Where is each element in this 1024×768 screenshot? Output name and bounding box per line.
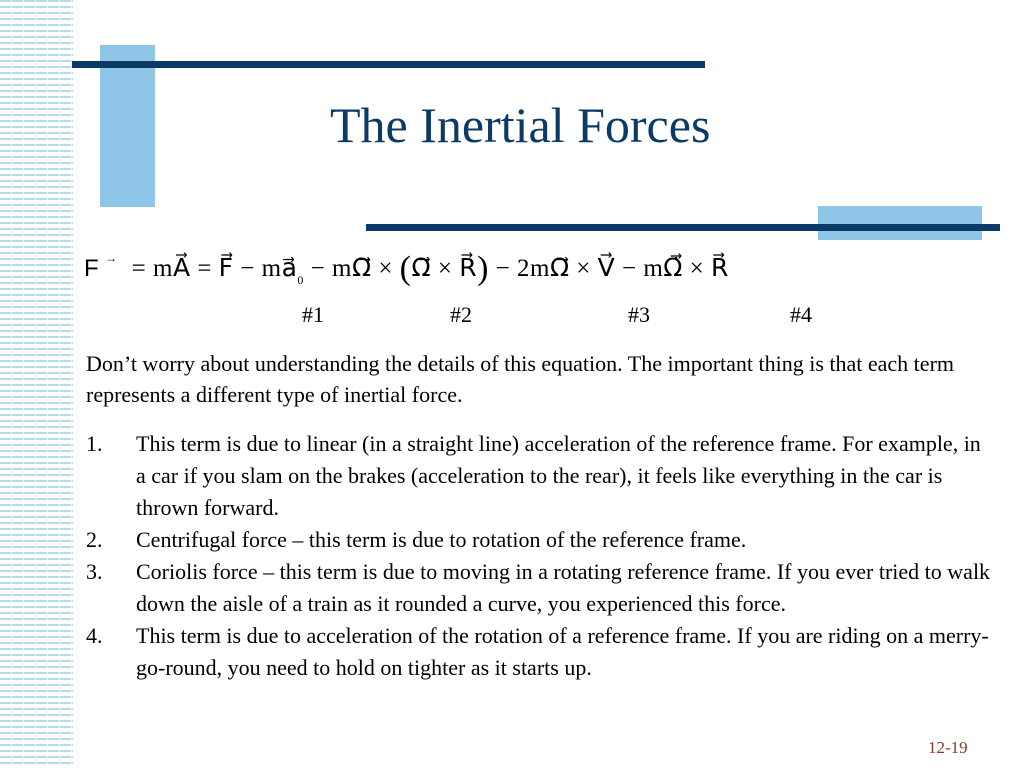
list-item-text: This term is due to linear (in a straight line) acceleration of the reference frame. For example, in a car if you slam on the brakes (acceleration to the rear), it feels like everything in the car is thrown forward.	[136, 431, 981, 520]
term-label-3: #3	[628, 302, 650, 327]
equation-lhs-arrow: →	[105, 251, 118, 265]
list-item-number: 1.	[86, 431, 103, 456]
list-item-text: Coriolis force – this term is due to moving in a rotating reference frame. If you ever tried to walk down the aisle of a train as it rounded a curve, you experienced this force.	[136, 559, 991, 616]
equation-terms-3-4: − 2mΩ⃗ × V⃗ − mΩ̇⃗ × R⃗	[488, 255, 729, 282]
equation-rhs: = mA⃗ = F⃗ − ma⃗	[131, 255, 298, 282]
slide-number: 12-19	[928, 738, 968, 757]
term-label-4: #4	[790, 302, 812, 327]
decorative-stripes	[0, 0, 73, 768]
term-label-1: #1	[302, 302, 324, 327]
equation-paren-close: )	[477, 250, 489, 287]
list-item	[86, 556, 996, 620]
decorative-vertical-bar	[100, 45, 155, 207]
term-label-2: #2	[450, 302, 472, 327]
equation-paren-open: (	[399, 250, 412, 287]
title-bottom-rule-overlay	[818, 224, 982, 231]
list-item	[86, 620, 996, 684]
title-top-rule	[72, 61, 705, 68]
list-item-number: 4.	[86, 623, 103, 648]
list-item-text: This term is due to acceleration of the rotation of a reference frame. If you are riding on a merry-go-round, you need to hold on tighter as it starts up.	[136, 623, 989, 680]
list-item-number: 2.	[86, 527, 103, 552]
equation-lhs: F	[84, 255, 100, 282]
intro-paragraph: Don’t worry about understanding the details of this equation. The important thing is that each term represents a different type of inertial force.	[86, 351, 955, 407]
list-item	[86, 524, 996, 556]
term-explanations-list	[86, 428, 996, 684]
slide-title: The Inertial Forces	[330, 97, 711, 153]
list-item	[86, 428, 996, 524]
equation-subscript: 0	[297, 273, 304, 287]
equation-term-2-inner: Ω⃗ × R⃗	[411, 255, 478, 282]
list-item-text: Centrifugal force – this term is due to rotation of the reference frame.	[136, 527, 747, 552]
equation-term-2-prefix: − mΩ⃗ ×	[303, 255, 400, 282]
inertial-force-equation	[84, 250, 729, 288]
decorative-small-box	[818, 206, 982, 240]
list-item-number: 3.	[86, 559, 103, 584]
